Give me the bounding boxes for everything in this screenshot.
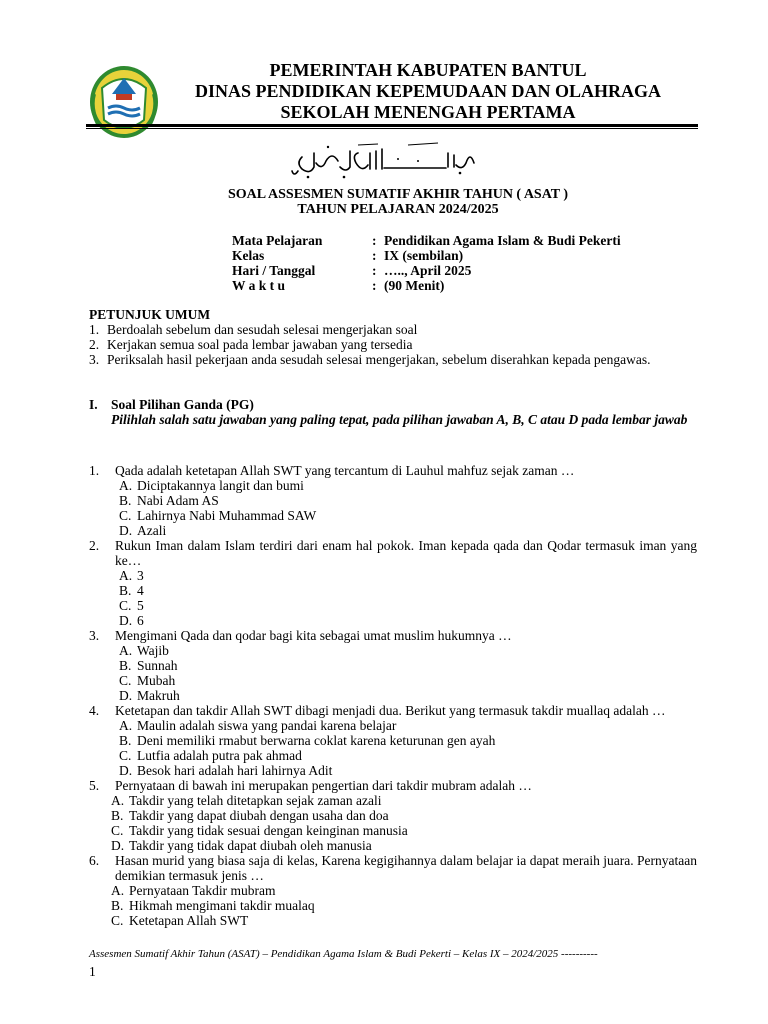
exam-year: TAHUN PELAJARAN 2024/2025 [297,202,499,217]
meta-row-date [232,263,621,278]
meta-separator: : [372,263,377,278]
instructions-title: PETUNJUK UMUM [89,307,211,322]
option-letter: C. [119,673,132,688]
option-list [111,883,697,928]
section-instruction: Pilihlah salah satu jawaban yang paling tepat, pada pilihan jawaban A, B, C atau D pada lembar jawab [111,412,688,427]
option [119,598,697,613]
option-letter: B. [111,898,124,913]
option-text: Takdir yang tidak sesuai dengan keinginan manusia [129,823,408,838]
question [89,853,697,883]
option-letter: C. [111,913,124,928]
letterhead-line-3: SEKOLAH MENENGAH PERTAMA [280,102,576,122]
option-letter: A. [119,478,133,493]
page-number: 1 [89,964,96,979]
option-text: Sunnah [137,658,178,673]
question-text: Hasan murid yang biasa saja di kelas, Karena kegigihannya dalam belajar ia dapat meraih juara. Pernyataan demikian termasuk jenis … [115,853,697,883]
meta-label: Kelas [232,248,265,263]
option-text: Pernyataan Takdir mubram [129,883,276,898]
option-letter: A. [119,718,133,733]
instructions-list [89,322,701,367]
option-text: Hikmah mengimani takdir mualaq [129,898,315,913]
option [119,523,697,538]
instruction-item [89,337,701,352]
meta-value: Pendidikan Agama Islam & Budi Pekerti [384,233,621,248]
option-text: Diciptakannya langit dan bumi [137,478,304,493]
option [111,913,697,928]
instruction-item [89,352,701,367]
meta-row-subject [232,233,621,248]
option-text: Takdir yang tidak dapat diubah oleh manusia [129,838,372,853]
instruction-number: 3. [89,352,100,367]
meta-separator: : [372,278,377,293]
question-number: 5. [89,778,100,793]
section-title: Soal Pilihan Ganda (PG) [111,397,254,412]
question-text: Ketetapan dan takdir Allah SWT dibagi menjadi dua. Berikut yang termasuk takdir muallaq adalah … [115,703,666,718]
bismillah-calligraphy [288,141,480,181]
letterhead-line-1: PEMERINTAH KABUPATEN BANTUL [269,60,587,80]
question-number: 4. [89,703,100,718]
option-letter: C. [111,823,124,838]
option-text: Lutfia adalah putra pak ahmad [137,748,302,763]
option-letter: B. [119,583,132,598]
option-text: 3 [137,568,144,583]
instruction-text: Kerjakan semua soal pada lembar jawaban yang tersedia [107,337,413,352]
meta-separator: : [372,233,377,248]
option [119,733,697,748]
question [89,778,697,793]
letterhead [170,60,686,123]
option [119,673,697,688]
option-list [119,478,697,538]
option-letter: D. [119,613,133,628]
option-letter: D. [119,523,133,538]
option [119,478,697,493]
question-number: 6. [89,853,100,868]
option-letter: A. [111,793,125,808]
option-list [111,793,697,853]
option-letter: A. [119,568,133,583]
question-text: Rukun Iman dalam Islam terdiri dari enam hal pokok. Iman kepada qada dan Qodar termasuk iman yang ke… [115,538,697,568]
option-text: 5 [137,598,144,613]
option-text: Maulin adalah siswa yang pandai karena belajar [137,718,397,733]
option [119,583,697,598]
option [111,898,697,913]
option [111,883,697,898]
meta-label: Mata Pelajaran [232,233,323,248]
option-text: Makruh [137,688,180,703]
option [119,643,697,658]
option [119,613,697,628]
instruction-number: 2. [89,337,100,352]
letterhead-rule-thin [86,128,698,129]
option-letter: B. [119,493,132,508]
instruction-text: Periksalah hasil pekerjaan anda sesudah selesai mengerjakan, sebelum diserahkan kepada pengawas. [107,352,651,367]
question-number: 2. [89,538,100,553]
option-text: 6 [137,613,144,628]
meta-row-time [232,278,621,293]
question-number: 3. [89,628,100,643]
meta-label: W a k t u [232,278,286,293]
question-text: Qada adalah ketetapan Allah SWT yang tercantum di Lauhul mahfuz sejak zaman … [115,463,575,478]
question-text: Pernyataan di bawah ini merupakan pengertian dari takdir mubram adalah … [115,778,532,793]
question [89,628,697,643]
question-text: Mengimani Qada dan qodar bagi kita sebagai umat muslim hukumnya … [115,628,512,643]
question [89,463,697,478]
section-header [89,397,699,427]
option-text: 4 [137,583,144,598]
option-text: Azali [137,523,167,538]
option-text: Besok hari adalah hari lahirnya Adit [137,763,333,778]
option-list [119,568,697,628]
option-letter: D. [111,838,125,853]
exam-meta [232,233,621,293]
option-text: Takdir yang dapat diubah dengan usaha dan doa [129,808,389,823]
question [89,703,697,718]
option-letter: A. [111,883,125,898]
option-text: Wajib [137,643,169,658]
section-number: I. [89,397,98,412]
letterhead-rule-thick [86,124,698,127]
instruction-text: Berdoalah sebelum dan sesudah selesai mengerjakan soal [107,322,418,337]
option [111,823,697,838]
option [119,748,697,763]
option [119,688,697,703]
instruction-number: 1. [89,322,100,337]
letterhead-line-2: DINAS PENDIDIKAN KEPEMUDAAN DAN OLAHRAGA [194,81,661,101]
option-letter: D. [119,688,133,703]
option-letter: C. [119,748,132,763]
option-text: Nabi Adam AS [137,493,219,508]
page-footer: Assesmen Sumatif Akhir Tahun (ASAT) – Pendidikan Agama Islam & Budi Pekerti – Kelas IX – 2024/2025 ---------- [89,948,598,960]
meta-value: (90 Menit) [384,278,445,293]
exam-title: SOAL ASSESMEN SUMATIF AKHIR TAHUN ( ASAT ) [227,187,569,202]
meta-value: ….., April 2025 [384,263,472,278]
option [119,658,697,673]
option-text: Takdir yang telah ditetapkan sejak zaman azali [129,793,382,808]
option-letter: B. [119,733,132,748]
question [89,538,697,568]
option-letter: B. [119,658,132,673]
meta-row-class [232,248,621,263]
meta-separator: : [372,248,377,263]
option-letter: C. [119,598,132,613]
option-text: Lahirnya Nabi Muhammad SAW [137,508,317,523]
question-list [89,463,697,928]
question-number: 1. [89,463,100,478]
option [111,838,697,853]
option-text: Deni memiliki rmabut berwarna coklat karena keturunan gen ayah [137,733,496,748]
option [119,508,697,523]
option-letter: B. [111,808,124,823]
option [111,808,697,823]
option [111,793,697,808]
option [119,568,697,583]
option-letter: D. [119,763,133,778]
meta-value: IX (sembilan) [384,248,464,263]
option-list [119,718,697,778]
option [119,493,697,508]
option-letter: C. [119,508,132,523]
meta-label: Hari / Tanggal [232,263,316,278]
option [119,718,697,733]
section-title-row [89,397,699,412]
option-text: Ketetapan Allah SWT [129,913,249,928]
option-text: Mubah [137,673,176,688]
option-list [119,643,697,703]
option-letter: A. [119,643,133,658]
instruction-item [89,322,701,337]
option [119,763,697,778]
